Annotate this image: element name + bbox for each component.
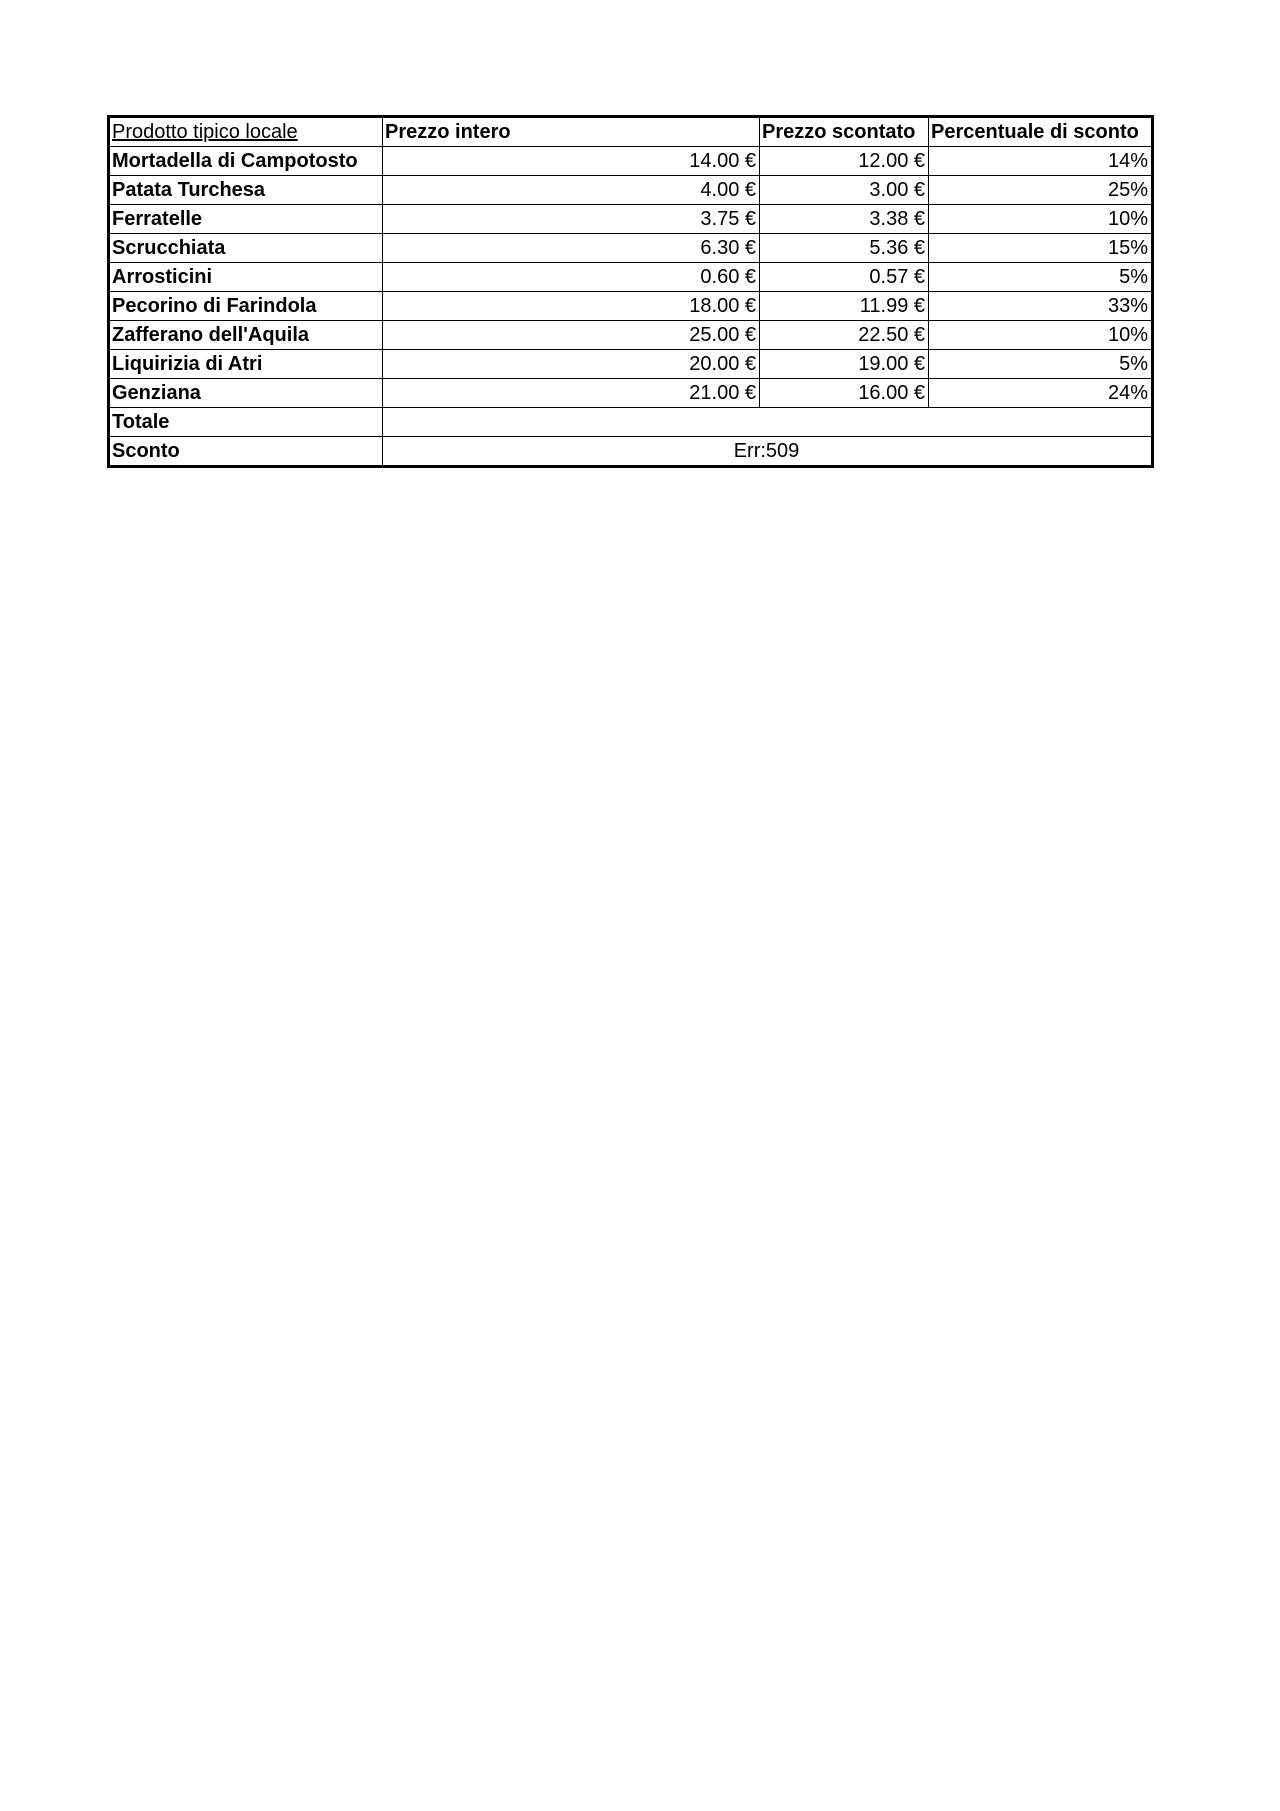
cell-discount-percent[interactable]: 25% (929, 176, 1153, 205)
table-row (109, 379, 1153, 408)
cell-product[interactable]: Scrucchiata (109, 234, 383, 263)
cell-product[interactable]: Arrosticini (109, 263, 383, 292)
cell-full-price[interactable]: 20.00 € (383, 350, 760, 379)
header-discount-percent[interactable]: Percentuale di sconto (929, 117, 1153, 147)
header-full-price[interactable]: Prezzo intero (383, 117, 760, 147)
cell-product[interactable]: Liquirizia di Atri (109, 350, 383, 379)
table-header-row (109, 117, 1153, 147)
table-row (109, 292, 1153, 321)
sconto-value[interactable]: Err:509 (383, 437, 1153, 467)
cell-full-price[interactable]: 25.00 € (383, 321, 760, 350)
cell-discount-percent[interactable]: 5% (929, 350, 1153, 379)
sconto-row (109, 437, 1153, 467)
cell-product[interactable]: Genziana (109, 379, 383, 408)
cell-discount-percent[interactable]: 15% (929, 234, 1153, 263)
cell-full-price[interactable]: 6.30 € (383, 234, 760, 263)
cell-full-price[interactable]: 21.00 € (383, 379, 760, 408)
table-row (109, 234, 1153, 263)
table-row (109, 321, 1153, 350)
cell-full-price[interactable]: 14.00 € (383, 147, 760, 176)
totale-label[interactable]: Totale (109, 408, 383, 437)
cell-discount-percent[interactable]: 33% (929, 292, 1153, 321)
cell-product[interactable]: Ferratelle (109, 205, 383, 234)
cell-discount-percent[interactable]: 14% (929, 147, 1153, 176)
cell-discounted-price[interactable]: 5.36 € (760, 234, 929, 263)
cell-product[interactable]: Pecorino di Farindola (109, 292, 383, 321)
cell-discounted-price[interactable]: 22.50 € (760, 321, 929, 350)
cell-discounted-price[interactable]: 12.00 € (760, 147, 929, 176)
table-row (109, 176, 1153, 205)
cell-product[interactable]: Mortadella di Campotosto (109, 147, 383, 176)
cell-discounted-price[interactable]: 0.57 € (760, 263, 929, 292)
sconto-label[interactable]: Sconto (109, 437, 383, 467)
cell-discounted-price[interactable]: 16.00 € (760, 379, 929, 408)
cell-full-price[interactable]: 4.00 € (383, 176, 760, 205)
cell-discount-percent[interactable]: 10% (929, 321, 1153, 350)
cell-discount-percent[interactable]: 10% (929, 205, 1153, 234)
cell-discounted-price[interactable]: 11.99 € (760, 292, 929, 321)
cell-full-price[interactable]: 3.75 € (383, 205, 760, 234)
price-table (107, 115, 1154, 468)
cell-product[interactable]: Zafferano dell'Aquila (109, 321, 383, 350)
table-row (109, 350, 1153, 379)
totale-value[interactable] (383, 408, 1153, 437)
cell-discounted-price[interactable]: 3.38 € (760, 205, 929, 234)
cell-discount-percent[interactable]: 24% (929, 379, 1153, 408)
cell-full-price[interactable]: 18.00 € (383, 292, 760, 321)
table-row (109, 205, 1153, 234)
cell-discounted-price[interactable]: 19.00 € (760, 350, 929, 379)
cell-product[interactable]: Patata Turchesa (109, 176, 383, 205)
cell-full-price[interactable]: 0.60 € (383, 263, 760, 292)
table-row (109, 147, 1153, 176)
header-product[interactable]: Prodotto tipico locale (109, 117, 383, 147)
totale-row (109, 408, 1153, 437)
cell-discount-percent[interactable]: 5% (929, 263, 1153, 292)
table-row (109, 263, 1153, 292)
header-discounted-price[interactable]: Prezzo scontato (760, 117, 929, 147)
cell-discounted-price[interactable]: 3.00 € (760, 176, 929, 205)
